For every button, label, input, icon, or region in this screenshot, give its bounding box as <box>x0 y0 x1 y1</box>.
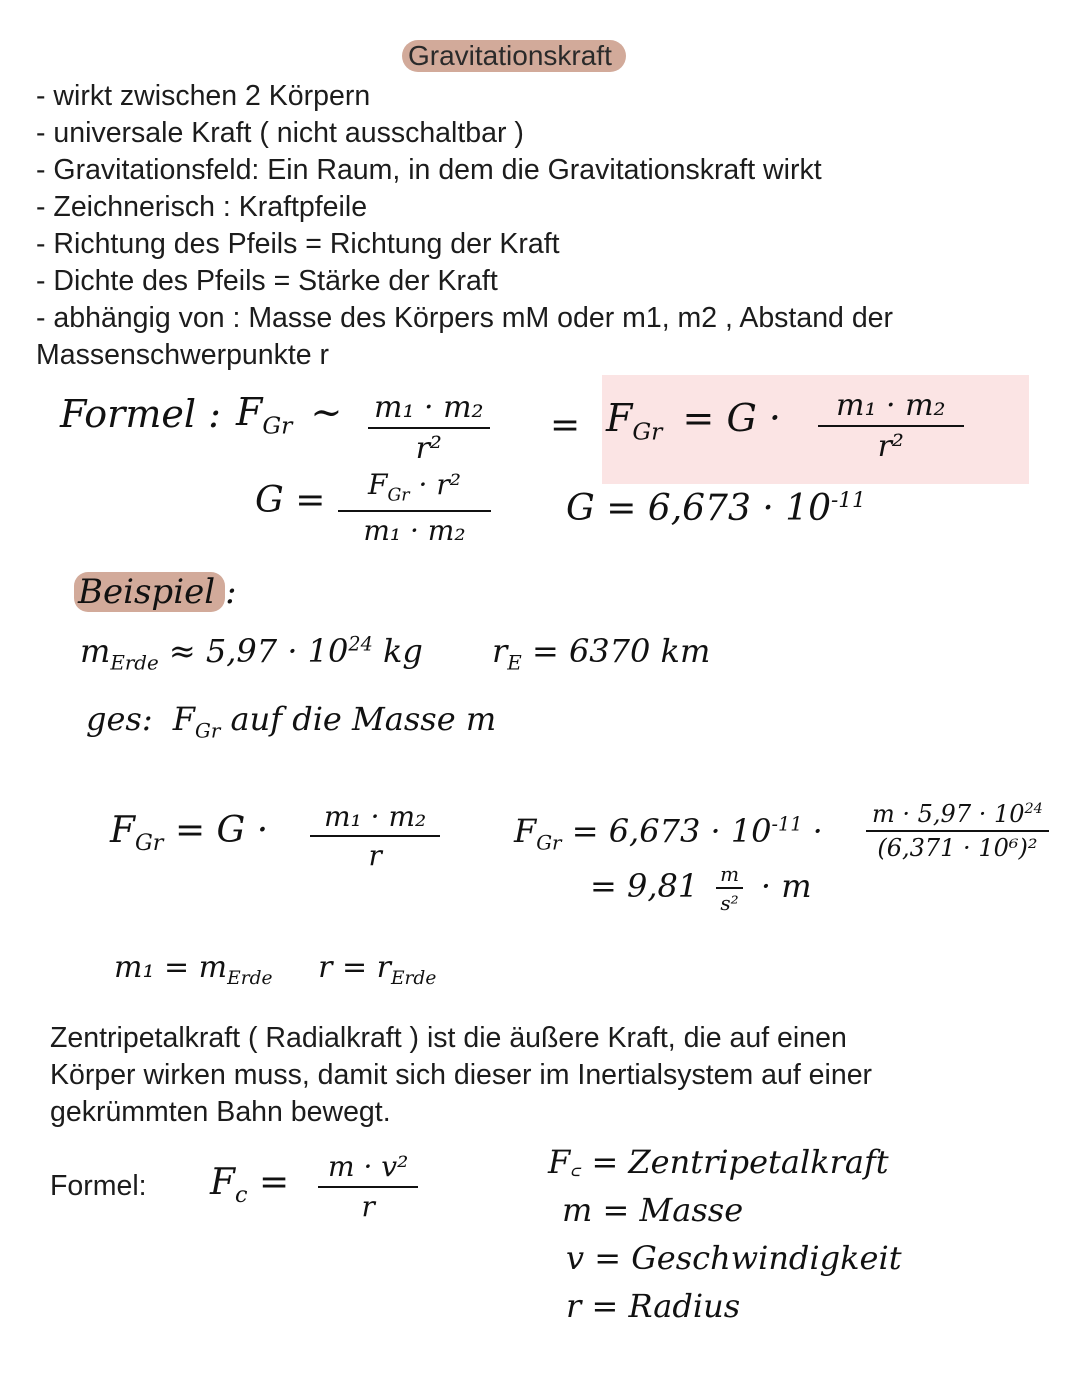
example-heading: Beispiel <box>74 572 225 612</box>
earth-radius: $r_E = 6370$ km <box>492 632 711 675</box>
sought-quantity: ges: $F_{Gr}$ auf die Masse m <box>86 700 497 743</box>
substitution: $m_1 = m_{Erde}$ $r = r_{Erde}$ <box>114 950 437 989</box>
fraction-numerator: m₁ · m₂ <box>818 388 964 427</box>
bullet-item: - Richtung des Pfeils = Richtung der Kraft <box>36 228 560 260</box>
fraction-denominator: m₁ · m₂ <box>363 513 466 547</box>
calc-result-value: = 9,81 $\frac{m}{\text{s²}}$ · m <box>590 862 812 915</box>
legend-item: r = Radius <box>566 1287 741 1325</box>
formula-proportional <box>236 390 348 440</box>
page-title: Gravitationskraft <box>402 40 626 72</box>
bullet-item: - universale Kraft ( nicht ausschaltbar ) <box>36 117 524 149</box>
bullet-item: - wirkt zwischen 2 Körpern <box>36 80 371 112</box>
centripetal-paragraph <box>50 1020 872 1131</box>
g-definition-lhs: G = <box>255 480 326 521</box>
calc-result-fraction: $\frac{m \cdot 5,97 \cdot 10^{24}}{\text{(6,371 · 10⁶)²}}$ <box>866 800 1049 862</box>
centripetal-formula: $F_c$ = <box>210 1162 290 1209</box>
legend-item: m = Masse <box>562 1191 744 1229</box>
g-definition-fraction <box>338 468 491 547</box>
force-symbol: F <box>368 468 388 501</box>
bullet-item: - Gravitationsfeld: Ein Raum, in dem die Gravitationskraft wirkt <box>36 154 822 186</box>
paragraph-line: Zentripetalkraft ( Radialkraft ) ist die äußere Kraft, die auf einen <box>50 1022 847 1054</box>
fraction-numerator: m₁ · m₂ <box>368 390 490 429</box>
centripetal-fraction: $\frac{\text{m · v²}}{r}$ <box>318 1150 418 1223</box>
centripetal-legend <box>548 1138 902 1330</box>
fraction-m1m2-r2 <box>368 390 490 466</box>
force-symbol: F <box>606 396 633 440</box>
force-subscript: Gr <box>262 411 293 440</box>
bullet-item: - Zeichnerisch : Kraftpfeile <box>36 191 368 223</box>
fraction-m1m2-r2-main <box>818 388 964 464</box>
calc-fraction: $\frac{\text{m₁ · m₂}}{r}$ <box>310 800 440 872</box>
calc-formula: $F_{Gr} = G$ · <box>110 810 269 857</box>
force-subscript: Gr <box>632 417 663 446</box>
gravitation-formula <box>606 396 781 446</box>
equals-g: = G · <box>682 396 781 440</box>
centripetal-formula-label: Formel: <box>50 1170 147 1202</box>
earth-mass: $m_{Erde} \approx 5,97 \cdot 10^{24}$ kg <box>80 632 423 675</box>
legend-item: v = Geschwindigkeit <box>566 1239 902 1277</box>
g-constant-value: $G = 6,673 \cdot 10^{-11}$ <box>566 488 866 529</box>
force-subscript: Gr <box>387 485 410 506</box>
bullet-list <box>36 78 893 374</box>
legend-item: F꜀ = Zentripetalkraft <box>548 1143 889 1181</box>
bullet-item: - abhängig von : Masse des Körpers mM oder m1, m2 , Abstand der <box>36 302 894 334</box>
formula-label: Formel : <box>60 392 221 436</box>
calc-result: $F_{Gr} = 6,673 \cdot 10^{-11}$ · <box>514 812 823 855</box>
paragraph-line: Körper wirken muss, damit sich dieser im Inertialsystem auf einer <box>50 1059 873 1091</box>
fraction-denominator: r² <box>415 431 442 466</box>
bullet-item: - Dichte des Pfeils = Stärke der Kraft <box>36 265 498 297</box>
bullet-item: Massenschwerpunkte r <box>36 339 330 371</box>
equals-sign: = <box>550 405 581 446</box>
example-label: Beispiel : <box>74 572 237 612</box>
force-symbol: F <box>236 390 263 434</box>
proportional-sign: ~ <box>310 390 343 434</box>
times-r2: · r² <box>418 468 461 501</box>
paragraph-line: gekrümmten Bahn bewegt. <box>50 1096 391 1128</box>
fraction-denominator: r² <box>877 429 904 464</box>
